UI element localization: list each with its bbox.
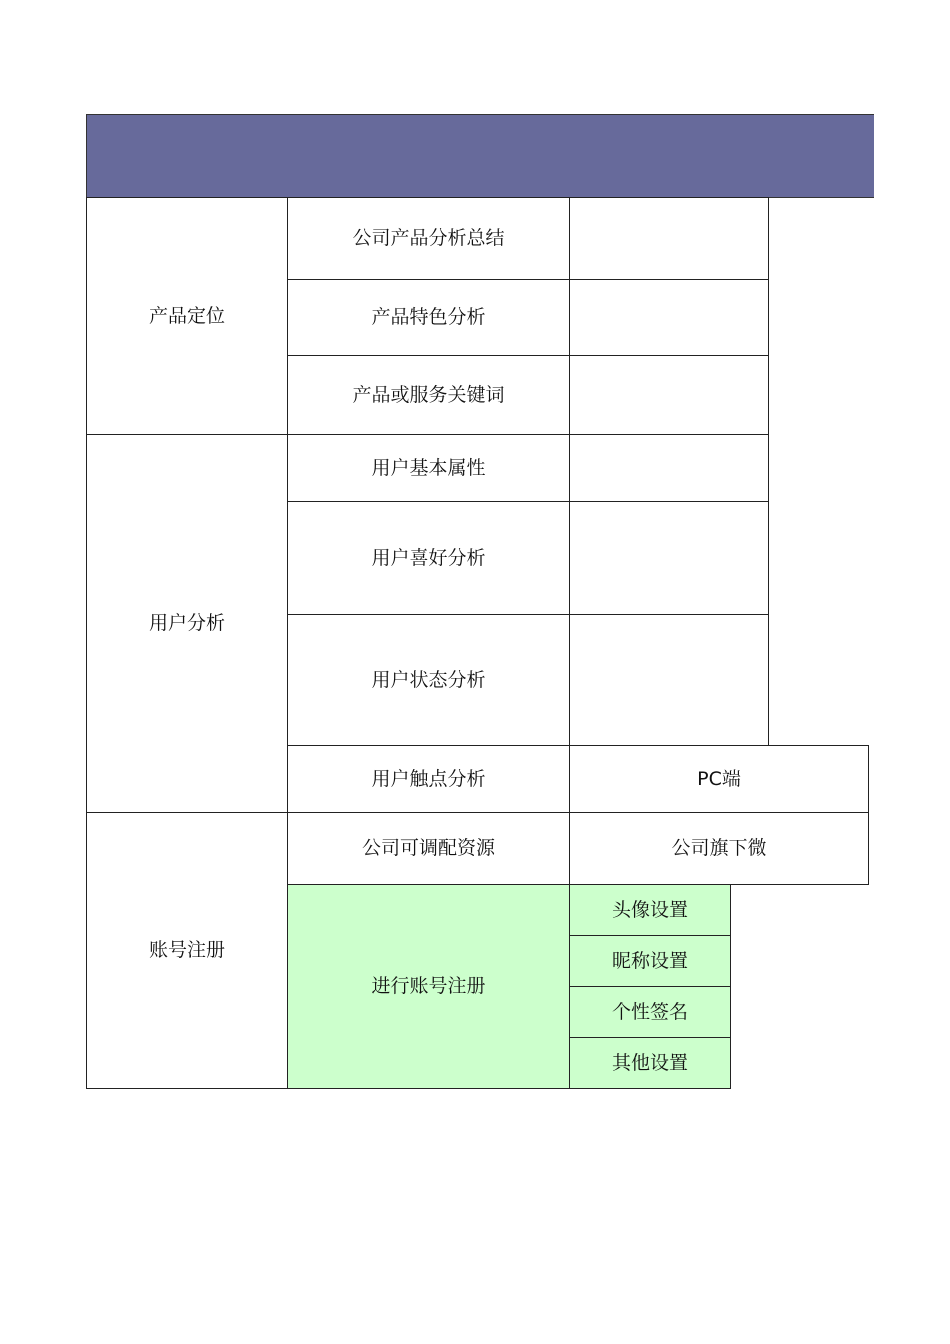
row-item-company-product-summary: 公司产品分析总结 [287,197,570,280]
row-detail-product-keywords [569,355,769,435]
row-item-register-account: 进行账号注册 [287,884,570,1089]
row-detail-user-status-analysis [569,614,769,746]
row-item-company-resources: 公司可调配资源 [287,812,570,885]
subitem-nickname-settings: 昵称设置 [569,935,731,987]
row-detail-product-feature-analysis [569,279,769,356]
row-detail-user-basic-attributes [569,434,769,502]
row-detail-user-touchpoint-analysis: PC端 [569,745,869,813]
row-detail-company-resources: 公司旗下微 [569,812,869,885]
row-detail-company-product-summary [569,197,769,280]
subitem-personal-signature: 个性签名 [569,986,731,1038]
row-item-product-keywords: 产品或服务关键词 [287,355,570,435]
section-label-user-analysis: 用户分析 [86,434,288,813]
row-item-user-status-analysis: 用户状态分析 [287,614,570,746]
row-detail-user-preference-analysis [569,501,769,615]
row-item-user-touchpoint-analysis: 用户触点分析 [287,745,570,813]
row-item-user-basic-attributes: 用户基本属性 [287,434,570,502]
subitem-avatar-settings: 头像设置 [569,884,731,936]
section-label-product-positioning: 产品定位 [86,197,288,435]
section-label-account-registration: 账号注册 [86,812,288,1089]
row-item-product-feature-analysis: 产品特色分析 [287,279,570,356]
row-item-user-preference-analysis: 用户喜好分析 [287,501,570,615]
subitem-other-settings: 其他设置 [569,1037,731,1089]
